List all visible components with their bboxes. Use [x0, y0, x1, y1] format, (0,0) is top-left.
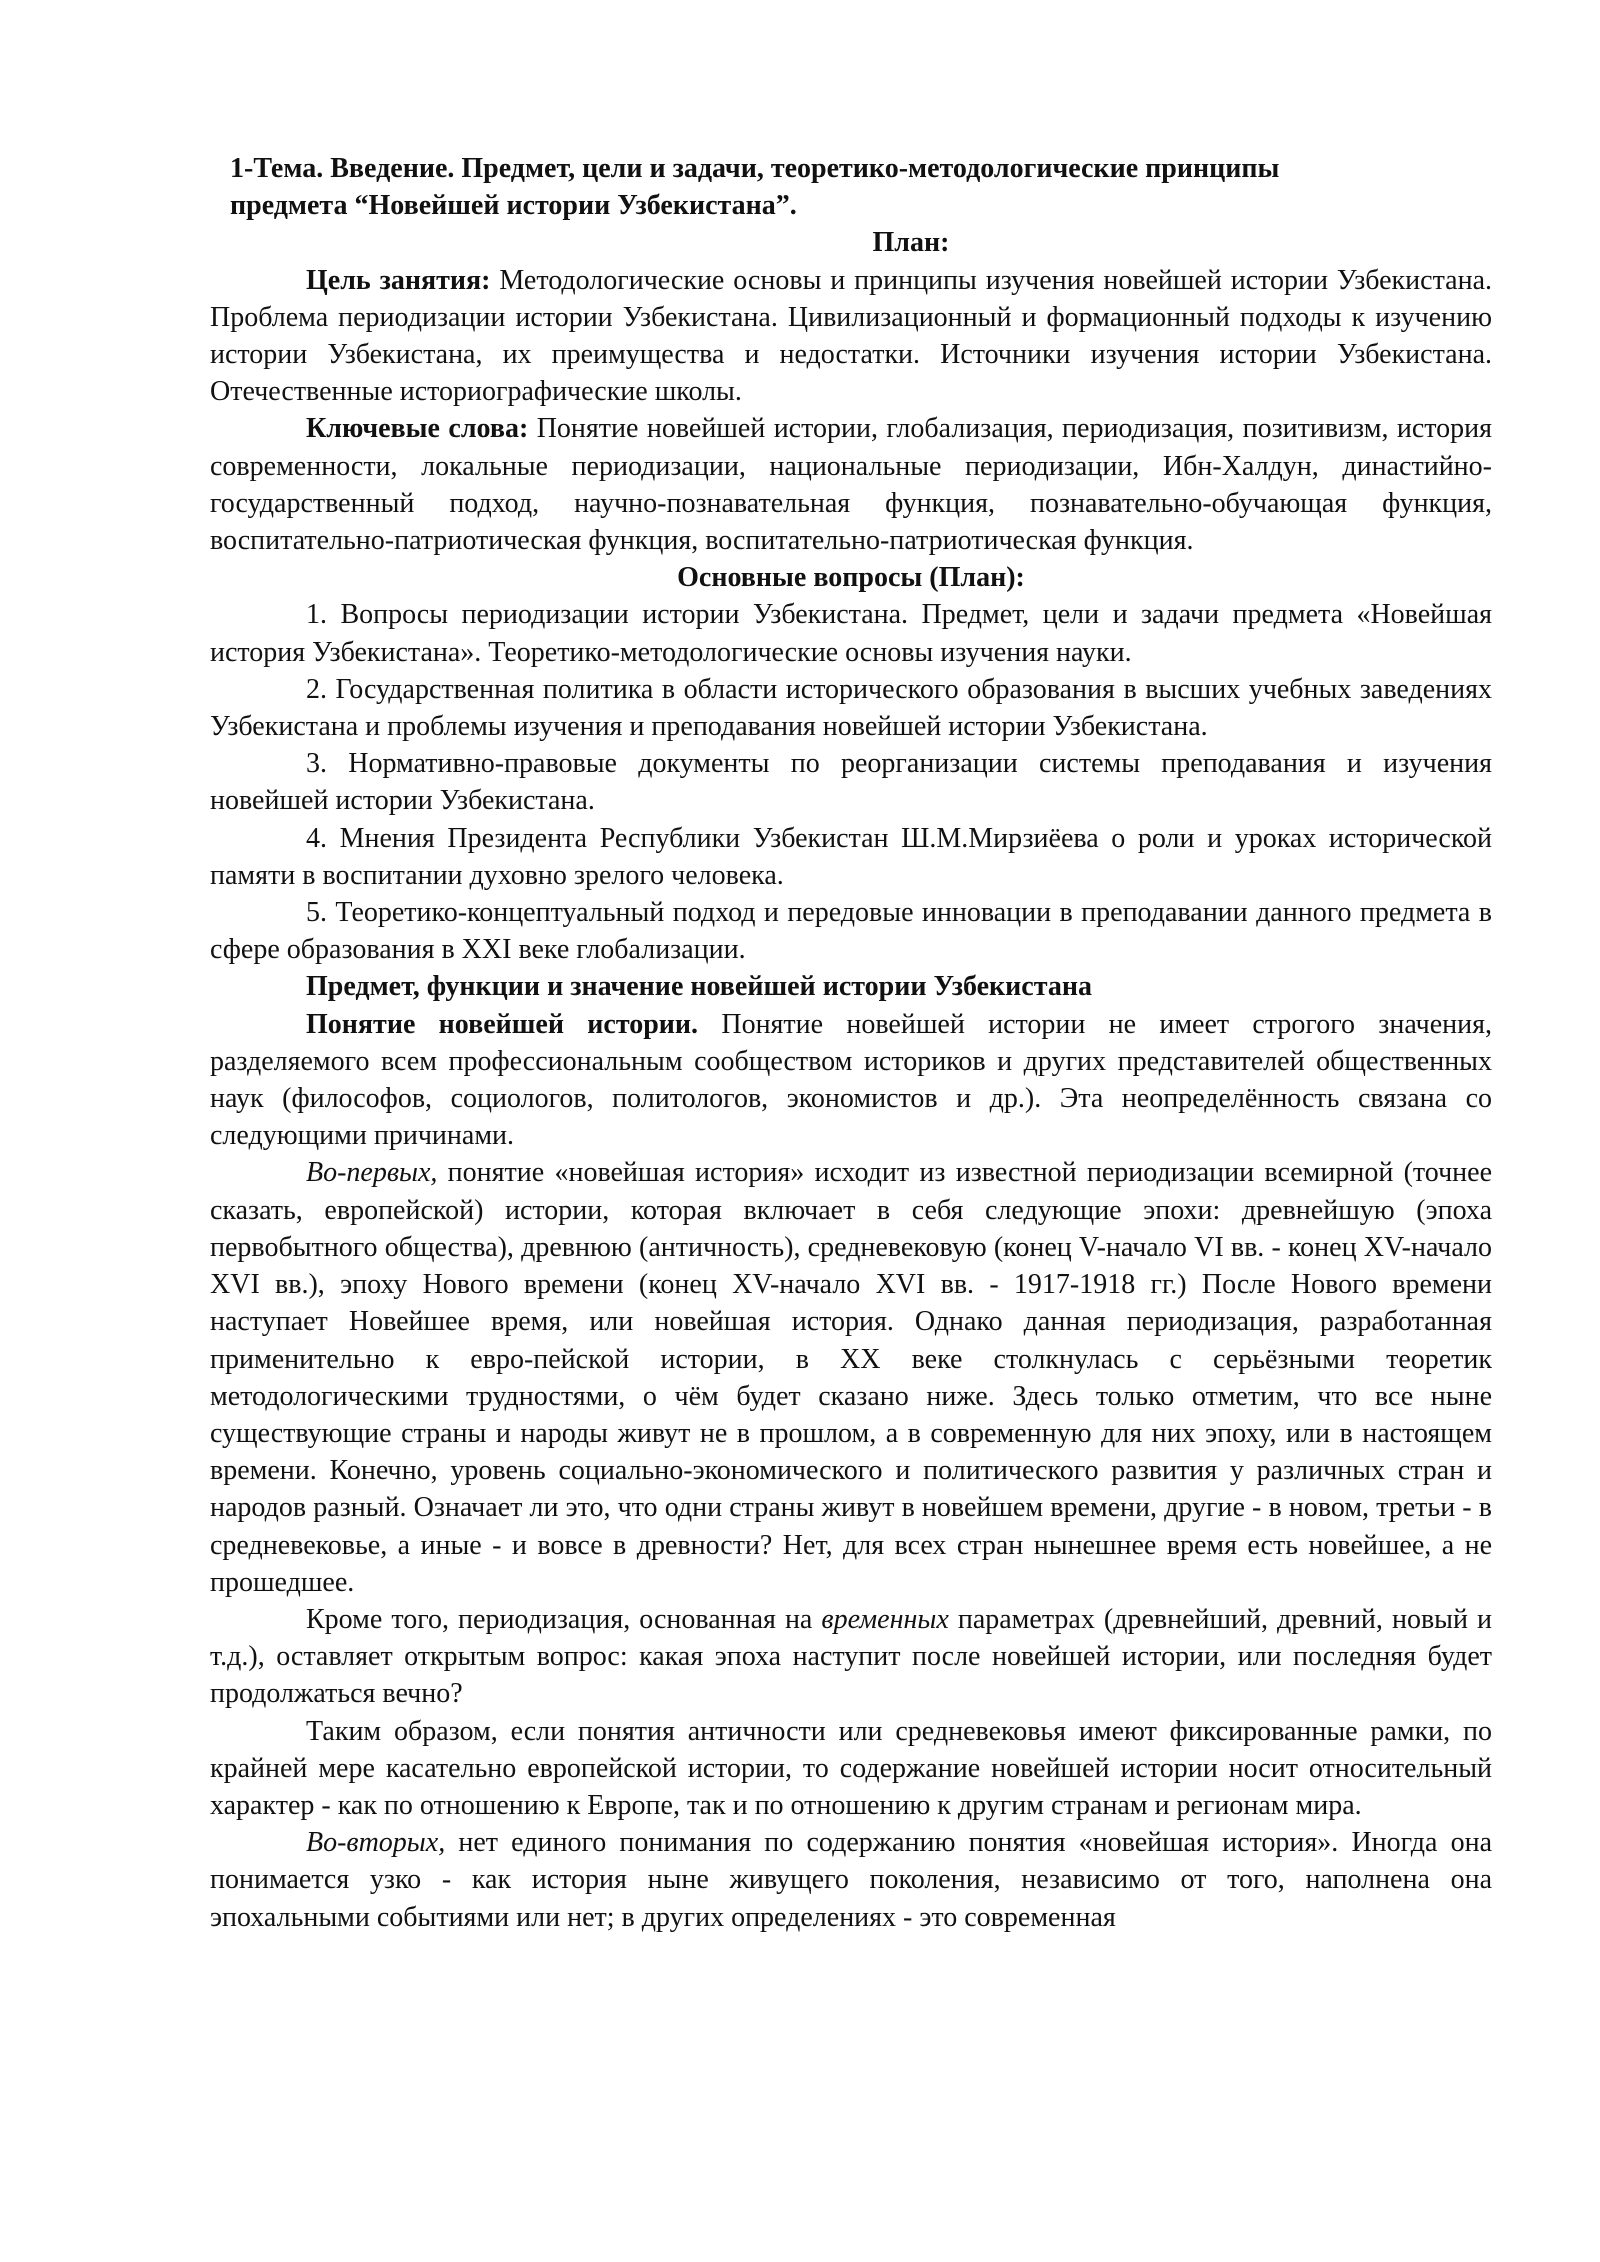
document-page — [210, 150, 1492, 1936]
first-paragraph — [210, 1154, 1492, 1600]
besides-italic: временных — [821, 1603, 949, 1635]
concept-text: Понятие новейшей истории не имеет строгого значения, разделяемого всем профессиональным сообществом историков и других представителей общественных наук (философов, социологов, политологов, экономистов и др.). Эта неопределённость связана со следующими причинами. — [210, 1008, 1492, 1152]
second-text: нет единого понимания по содержанию понятия «новейшая история». Иногда она понимается узко - как история ныне живущего поколения, независимо от того, наполнена она эпохальными событиями или нет; в других определениях - это современная — [210, 1827, 1492, 1933]
plan-heading: План: — [872, 227, 950, 259]
besides-after: параметрах (древнейший, древний, новый и т.д.), оставляет открытым вопрос: какая эпоха наступит после новейшей истории, или последняя будет продолжаться вечно? — [210, 1603, 1492, 1710]
concept-label: Понятие новейшей истории. — [306, 1008, 699, 1040]
keywords-text: Понятие новейшей истории, глобализация, периодизация, позитивизм, история современности, локальные периодизации, национальные периодизации, Ибн-Халдун, династийно-государственный подход, научно-познавательная функция, познавательно-обучающая функция, воспитательно-патриотическая функция, воспитательно-патриотическая функция. — [210, 413, 1492, 557]
second-lead: Во-вторых, — [306, 1827, 446, 1859]
questions-heading: Основные вопросы (План): — [677, 562, 1025, 594]
keywords-paragraph — [210, 410, 1492, 559]
besides-before: Кроме того, периодизация, основанная на — [306, 1603, 822, 1635]
concept-paragraph — [210, 1006, 1492, 1155]
question-item: 3. Нормативно-правовые документы по реорганизации системы преподавания и изучения новейшей истории Узбекистана. — [210, 748, 1492, 817]
besides-paragraph — [210, 1601, 1492, 1713]
first-text: понятие «новейшая история» исходит из известной периодизации всемирной (точнее сказать, европейской) истории, которая включает в себя следующие эпохи: древнейшую (эпоха первобытного общества), древнюю (античность), средневековую (конец V-начало VI вв. - конец XV-начало XVI вв.), эпоху Нового времени (конец XV-начало XVI вв. - 1917-1918 гг.) После Нового времени наступает Новейшее время, или новейшая история. Однако данная периодизация, разработанная применительно к евро-пейской истории, в XX веке столкнулась с серьёзными теоретик методологическими трудностями, о чём будет сказано ниже. Здесь только отметим, что все ныне существующие страны и народы живут не в прошлом, а в современную для них эпоху, или в настоящем времени. Конечно, уровень социально-экономического и политического развития у различных стран и народов разный. Означает ли это, что одни страны живут в новейшем времени, другие - в новом, третьи - в средневековье, а иные - и вовсе в древности? Нет, для всех стран нынешнее время есть новейшее, а не прошедшее. — [210, 1157, 1492, 1598]
section-heading: Предмет, функции и значение новейшей истории Узбекистана — [306, 971, 1092, 1003]
document-title — [210, 150, 1492, 224]
goal-label: Цель занятия: — [306, 264, 491, 296]
first-lead: Во-первых, — [306, 1157, 438, 1189]
keywords-label: Ключевые слова: — [306, 413, 529, 445]
question-item: 5. Теоретико-концептуальный подход и передовые инновации в преподавании данного предмета в сфере образования в XXI веке глобализации. — [210, 897, 1492, 966]
question-item: 2. Государственная политика в области исторического образования в высших учебных заведениях Узбекистана и проблемы изучения и преподавания новейшей истории Узбекистана. — [210, 673, 1492, 743]
question-item: 1. Вопросы периодизации истории Узбекистана. Предмет, цели и задачи предмета «Новейшая история Узбекистана». Теоретико-методологические основы изучения науки. — [210, 599, 1492, 668]
title-line-2: предмета “Новейшей истории Узбекистана”. — [230, 190, 797, 222]
second-paragraph — [210, 1824, 1492, 1936]
thus-paragraph: Таким образом, если понятия античности или средневековья имеют фиксированные рамки, по крайней мере касательно европейской истории, то содержание новейшей истории носит относительный характер - как по отношению к Европе, так и по отношению к другим странам и регионам мира. — [210, 1715, 1492, 1821]
title-line-1: 1-Тема. Введение. Предмет, цели и задачи, теоретико-методологические принципы — [230, 153, 1280, 184]
goal-paragraph — [210, 262, 1492, 411]
question-item: 4. Мнения Президента Республики Узбекистан Ш.М.Мирзиёева о роли и уроках исторической памяти в воспитании духовно зрелого человека. — [210, 822, 1492, 891]
goal-text: Методологические основы и принципы изучения новейшей истории Узбекистана. Проблема периодизации истории Узбекистана. Цивилизационный и формационный подходы к изучению истории Узбекистана, их преимущества и недостатки. Источники изучения истории Узбекистана. Отечественные историографические школы. — [210, 264, 1492, 408]
